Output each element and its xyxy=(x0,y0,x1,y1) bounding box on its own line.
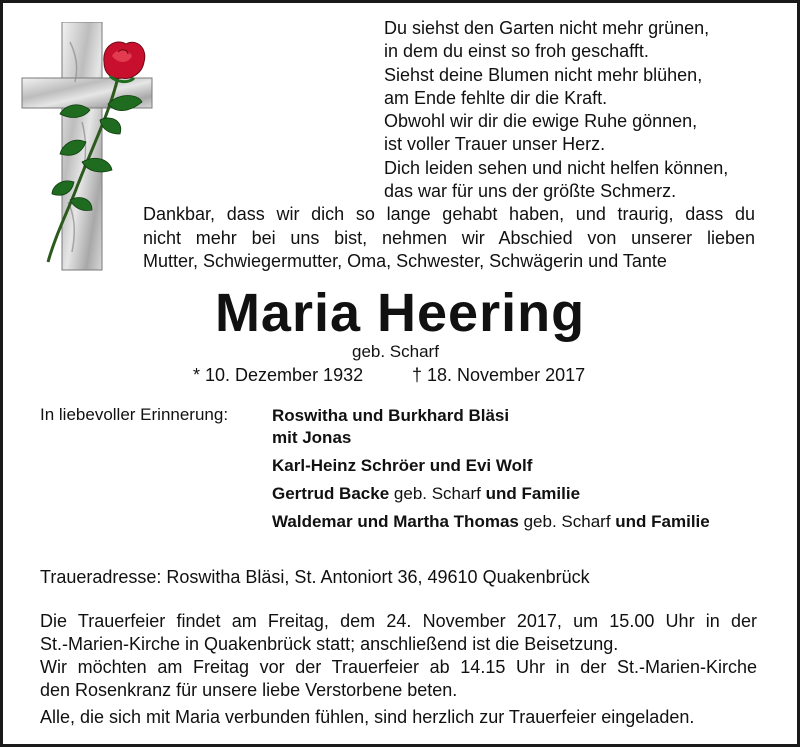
mourner-entry xyxy=(272,511,710,533)
notice-line: den Rosenkranz für unsere liebe Verstorbene beten. xyxy=(40,680,458,700)
intro-line: Dankbar, dass wir dich so lange gehabt haben, und traurig, dass du xyxy=(143,204,755,224)
mourner-entry xyxy=(272,405,710,427)
poem-line: ist voller Trauer unser Herz. xyxy=(384,134,606,155)
funeral-notice xyxy=(40,610,757,729)
mourner-name: Karl-Heinz Schröer und Evi Wolf xyxy=(272,456,533,475)
poem xyxy=(384,17,784,203)
mourner-name: Gertrud Backe xyxy=(272,484,390,503)
mourner-suffix: und Familie xyxy=(485,484,581,503)
intro-paragraph xyxy=(143,203,755,274)
notice-line: Die Trauerfeier findet am Freitag, dem 24. November 2017, um 15.00 Uhr in der xyxy=(40,611,757,631)
intro-line: Mutter, Schwiegermutter, Oma, Schwester, Schwägerin und Tante xyxy=(143,251,667,271)
mourner-birth-name: geb. Scharf xyxy=(393,484,481,503)
mourner-suffix: mit Jonas xyxy=(272,428,352,447)
birth-date: * 10. Dezember 1932 xyxy=(193,365,364,385)
cross-with-rose-icon xyxy=(20,22,160,272)
poem-line: Siehst deine Blumen nicht mehr blühen, xyxy=(384,64,703,85)
poem-line: Du siehst den Garten nicht mehr grünen, xyxy=(384,18,710,38)
mourner-entry xyxy=(272,455,710,477)
poem-line: das war für uns der größte Schmerz. xyxy=(384,181,677,202)
poem-line: in dem du einst so froh geschafft. xyxy=(384,41,649,62)
mourner-name: Waldemar und Martha Thomas xyxy=(272,512,519,531)
mourner-entry xyxy=(272,427,710,449)
mourner-birth-name: geb. Scharf xyxy=(523,512,611,531)
poem-line: am Ende fehlte dir die Kraft. xyxy=(384,87,608,108)
deceased-name: Maria Heering xyxy=(214,283,586,343)
mourning-address: Traueradresse: Roswitha Bläsi, St. Antoniort 36, 49610 Quakenbrück xyxy=(40,567,590,587)
mourner-suffix: und Familie xyxy=(615,512,710,531)
birth-name: geb. Scharf xyxy=(352,342,439,361)
mourner-name: Roswitha und Burkhard Bläsi xyxy=(272,406,510,425)
poem-line: Obwohl wir dir die ewige Ruhe gönnen, xyxy=(384,111,698,132)
notice-line: St.-Marien-Kirche in Quakenbrück statt; anschließend ist die Beisetzung. xyxy=(40,634,619,654)
mourners-list xyxy=(272,405,710,533)
notice-line: Wir möchten am Freitag vor der Trauerfeier ab 14.15 Uhr in der St.-Marien-Kirche xyxy=(40,657,757,677)
mourner-entry xyxy=(272,483,710,505)
poem-line: Dich leiden sehen und nicht helfen können, xyxy=(384,157,729,178)
notice-line: Alle, die sich mit Maria verbunden fühlen, sind herzlich zur Trauerfeier eingeladen. xyxy=(40,707,695,727)
memory-label: In liebevoller Erinnerung: xyxy=(40,405,229,424)
rose-blossom xyxy=(104,42,145,82)
death-date: † 18. November 2017 xyxy=(412,365,586,385)
intro-line: nicht mehr bei uns bist, nehmen wir Abschied von unserer lieben xyxy=(143,227,755,248)
